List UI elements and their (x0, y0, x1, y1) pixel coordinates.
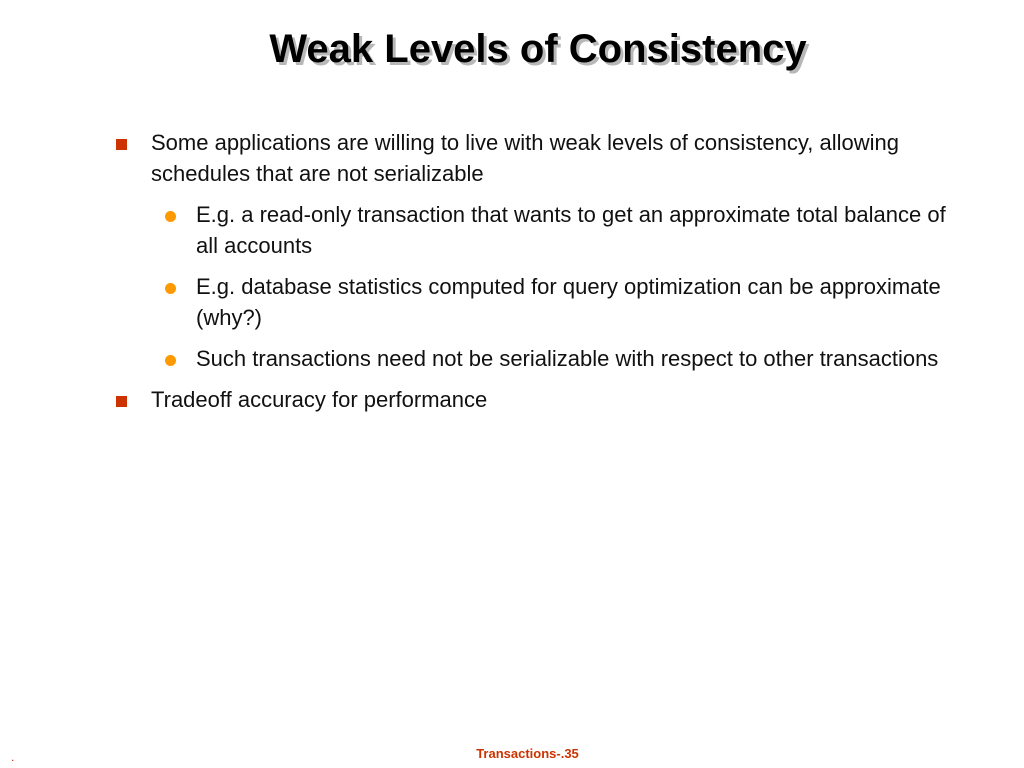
round-bullet-icon (165, 355, 176, 366)
sub-bullet-text: Such transactions need not be serializable with respect to other transactions (196, 346, 939, 371)
sub-list-item (0, 199, 956, 261)
sub-list-item (0, 343, 956, 374)
sub-bullet-text: E.g. database statistics computed for query optimization can be approximate (why?) (196, 274, 941, 330)
square-bullet-icon (116, 396, 127, 407)
bullet-text: Some applications are willing to live with weak levels of consistency, allowing schedules that are not serializable (151, 130, 899, 186)
sub-bullet-text: E.g. a read-only transaction that wants to get an approximate total balance of all accounts (196, 202, 946, 258)
footer-label: Transactions-.35 (476, 746, 579, 761)
footer-mark: . (11, 750, 15, 764)
sub-list-item (0, 271, 956, 333)
square-bullet-icon (116, 139, 127, 150)
slide-title: Weak Levels of Consistency (269, 27, 807, 71)
list-item (0, 127, 941, 189)
list-item (0, 384, 941, 415)
round-bullet-icon (165, 211, 176, 222)
round-bullet-icon (165, 283, 176, 294)
bullet-list (0, 127, 1024, 415)
bullet-text: Tradeoff accuracy for performance (151, 387, 488, 412)
